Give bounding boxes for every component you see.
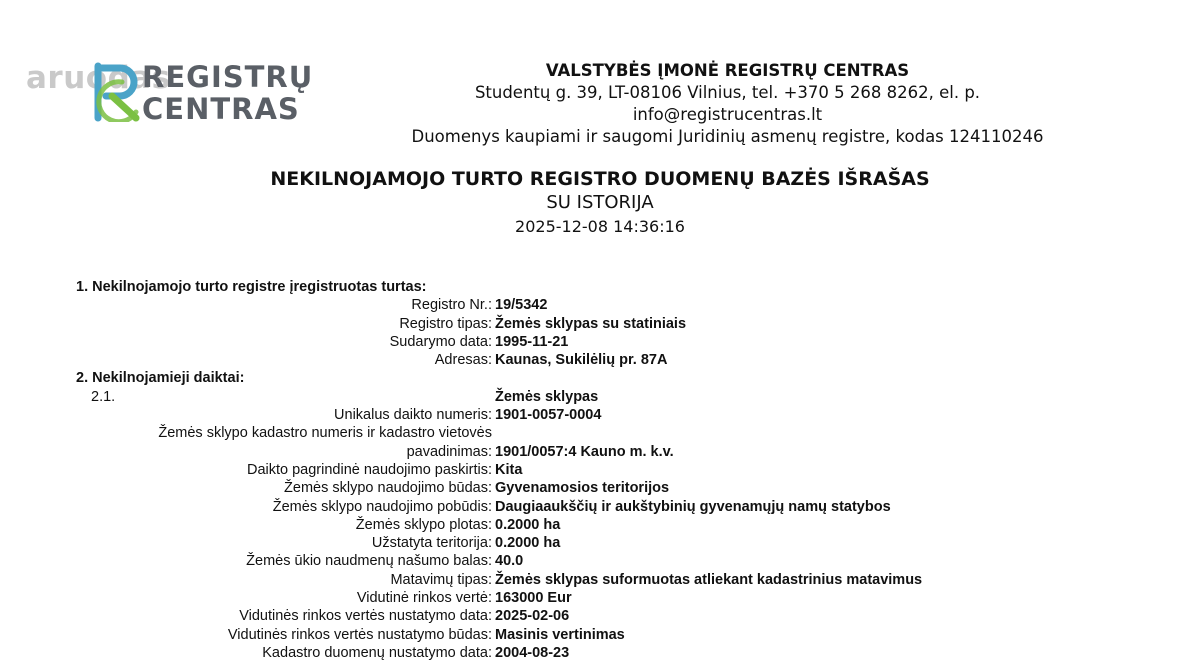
item-title: Žemės sklypas xyxy=(495,388,599,405)
field-label: Žemės sklypo naudojimo pobūdis: xyxy=(272,498,492,515)
field-label: Žemės sklypo plotas: xyxy=(355,516,492,533)
field-label: Žemės ūkio naudmenų našumo balas: xyxy=(246,553,492,570)
section2-title: 2. Nekilnojamieji daiktai: xyxy=(76,370,245,387)
registru-centras-logo-icon xyxy=(92,58,144,122)
watermark: aruodas xyxy=(26,60,171,96)
field-row xyxy=(0,351,1200,369)
field-row xyxy=(0,607,1200,625)
field-value: Gyvenamosios teritorijos xyxy=(495,480,670,497)
item-number: 2.1. xyxy=(91,388,116,405)
field-label: Žemės sklypo kadastro numeris ir kadastro vietovės xyxy=(158,425,492,442)
field-row xyxy=(0,461,1200,479)
field-value: Kaunas, Sukilėlių pr. 87A xyxy=(495,352,668,369)
field-row xyxy=(0,589,1200,607)
field-value: 163000 Eur xyxy=(495,590,572,607)
field-row xyxy=(0,424,1200,442)
field-row xyxy=(0,534,1200,552)
section1-title: 1. Nekilnojamojo turto registre įregistruotas turtas: xyxy=(76,279,427,295)
document-title: NEKILNOJAMOJO TURTO REGISTRO DUOMENŲ BAZĖS IŠRAŠAS xyxy=(270,168,930,190)
field-label: Daikto pagrindinė naudojimo paskirtis: xyxy=(246,461,492,478)
field-row xyxy=(0,315,1200,333)
document-datetime: 2025-12-08 14:36:16 xyxy=(515,217,685,236)
field-value: 1995-11-21 xyxy=(495,333,569,350)
field-label: Matavimų tipas: xyxy=(390,571,492,588)
field-row xyxy=(0,333,1200,351)
field-label: Registro tipas: xyxy=(399,315,492,332)
document-title-block xyxy=(200,167,1000,239)
document-content xyxy=(0,278,1200,662)
field-value: Daugiaaukščių ir aukštybinių gyvenamųjų namų statybos xyxy=(495,498,891,515)
field-value: 0.2000 ha xyxy=(495,535,561,552)
organisation-header xyxy=(400,60,1055,148)
logo xyxy=(22,30,314,130)
field-value: Žemės sklypas suformuotas atliekant kadastrinius matavimus xyxy=(495,571,923,588)
field-row xyxy=(0,552,1200,570)
field-label: Vidutinė rinkos vertė: xyxy=(356,590,492,607)
field-row xyxy=(0,626,1200,644)
organisation-note: Duomenys kaupiami ir saugomi Juridinių asmenų registre, kodas 124110246 xyxy=(411,127,1044,146)
field-row xyxy=(0,406,1200,424)
field-value: 2025-02-06 xyxy=(495,608,570,625)
item-header-row xyxy=(0,388,1200,406)
field-value: 2004-08-23 xyxy=(495,644,570,661)
organisation-name: VALSTYBĖS ĮMONĖ REGISTRŲ CENTRAS xyxy=(545,61,910,80)
field-label: Vidutinės rinkos vertės nustatymo būdas: xyxy=(227,626,492,643)
field-value: 1901/0057:4 Kauno m. k.v. xyxy=(495,443,674,460)
field-row xyxy=(0,644,1200,662)
field-label: Adresas: xyxy=(434,352,492,369)
field-value: Žemės sklypas su statiniais xyxy=(495,315,687,332)
field-value: 1901-0057-0004 xyxy=(495,407,602,424)
field-row xyxy=(0,296,1200,314)
field-label: Registro Nr.: xyxy=(411,297,492,314)
field-value: 19/5342 xyxy=(495,297,548,314)
field-row xyxy=(0,571,1200,589)
field-row xyxy=(0,443,1200,461)
field-value: Masinis vertinimas xyxy=(495,626,625,643)
field-label: Žemės sklypo naudojimo būdas: xyxy=(284,480,492,497)
brand-line2: CENTRAS xyxy=(142,92,300,126)
field-value: 40.0 xyxy=(495,553,524,570)
document-subtitle: SU ISTORIJA xyxy=(546,192,654,213)
brand-line1: REGISTRŲ xyxy=(142,60,314,94)
field-label: Užstatyta teritorija: xyxy=(371,535,492,552)
field-value: 0.2000 ha xyxy=(495,516,561,533)
field-value: Kita xyxy=(495,461,523,478)
field-row xyxy=(0,516,1200,534)
field-label: Kadastro duomenų nustatymo data: xyxy=(262,644,492,661)
field-label: pavadinimas: xyxy=(406,443,492,460)
field-label: Unikalus daikto numeris: xyxy=(334,407,492,424)
field-row xyxy=(0,498,1200,516)
organisation-address: Studentų g. 39, LT-08106 Vilnius, tel. +370 5 268 8262, el. p. info@registrucentras.lt xyxy=(474,83,981,124)
field-label: Sudarymo data: xyxy=(389,333,492,350)
field-row xyxy=(0,479,1200,497)
field-label: Vidutinės rinkos vertės nustatymo data: xyxy=(239,608,492,625)
